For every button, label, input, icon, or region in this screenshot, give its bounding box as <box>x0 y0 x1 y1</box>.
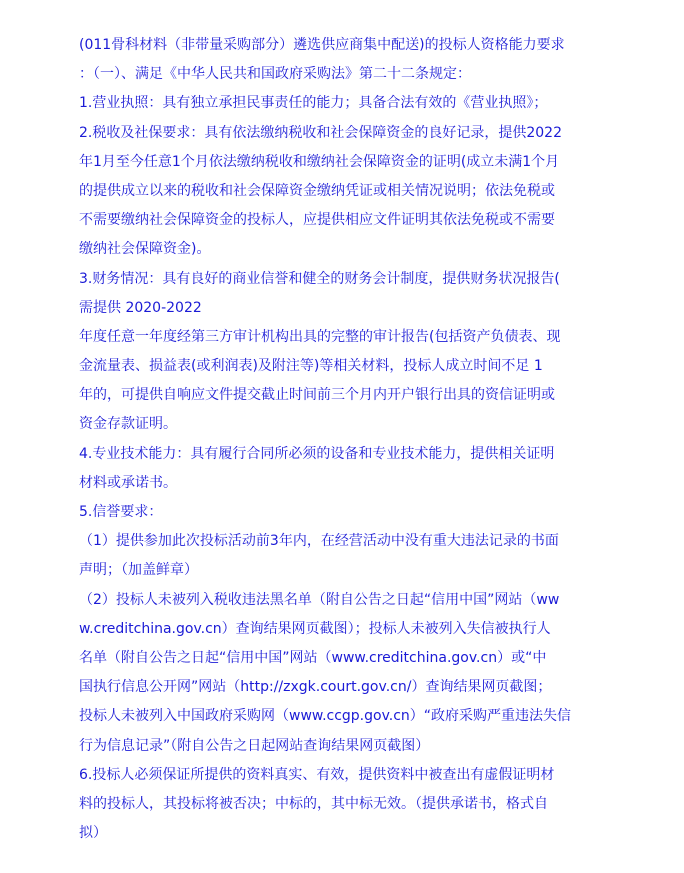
text-line-2: ：（一）、满足《中华人民共和国政府采购法》第二十二条规定： <box>79 66 471 83</box>
text-line-10: 需提供 2020-2022 <box>79 299 202 316</box>
text-line-15: 4.专业技术能力：具有履行合同所必须的设备和专业技术能力，提供相关证明 <box>79 445 555 462</box>
text-line-16: 材料或承诺书。 <box>79 474 177 491</box>
text-line-3: 1.营业执照：具有独立承担民事责任的能力；具备合法有效的《营业执照》； <box>79 95 548 112</box>
text-line-4: 2.税收及社保要求：具有依法缴纳税收和社会保障资金的良好记录，提供2022 <box>79 124 562 141</box>
text-line-1: (011骨科材料（非带量采购部分）遴选供应商集中配送)的投标人资格能力要求 <box>79 37 565 53</box>
text-line-8: 缴纳社会保障资金)。 <box>79 241 211 258</box>
text-line-7: 不需要缴纳社会保障资金的投标人，应提供相应文件证明其依法免税或不需要 <box>79 212 555 229</box>
text-line-23: 国执行信息公开网”网站（http://zxgk.court.gov.cn/）查询结果网页截图； <box>79 679 552 696</box>
text-line-5: 年1月至今任意1个月依法缴纳税收和缴纳社会保障资金的证明(成立未满1个月 <box>79 153 560 170</box>
text-line-24: 投标人未被列入中国政府采购网（www.ccgp.gov.cn）“政府采购严重违法失信 <box>79 708 572 725</box>
text-line-6: 的提供成立以来的税收和社会保障资金缴纳凭证或相关情况说明；依法免税或 <box>79 182 555 199</box>
text-line-19: 声明；（加盖鲜章） <box>79 562 198 579</box>
text-line-9: 3.财务情况：具有良好的商业信誉和健全的财务会计制度，提供财务状况报告( <box>79 270 560 287</box>
text-line-11: 年度任意一年度经第三方审计机构出具的完整的审计报告(包括资产负债表、现 <box>79 328 561 345</box>
text-line-28: 拟） <box>79 825 107 842</box>
text-line-17: 5.信誉要求： <box>79 504 163 520</box>
text-line-14: 资金存款证明。 <box>79 416 177 433</box>
text-line-22: 名单（附自公告之日起“信用中国”网站（www.creditchina.gov.cn）或“中 <box>79 649 547 666</box>
text-line-18: （1）提供参加此次投标活动前3年内，在经营活动中没有重大违法记录的书面 <box>79 533 559 550</box>
text-line-26: 6.投标人必须保证所提供的资料真实、有效，提供资料中被查出有虚假证明材 <box>79 766 555 783</box>
text-line-12: 金流量表、损益表(或利润表)及附注等)等相关材料，投标人成立时间不足 1 <box>79 358 543 375</box>
text-line-25: 行为信息记录”（附自公告之日起网站查询结果网页截图） <box>79 737 430 754</box>
text-line-21: w.creditchina.gov.cn）查询结果网页截图）；投标人未被列入失信被执行人 <box>79 620 551 637</box>
text-line-20: （2）投标人未被列入税收违法黑名单（附自公告之日起“信用中国”网站（ww <box>79 591 560 608</box>
text-line-27: 料的投标人，其投标将被否决；中标的，其中标无效。（提供承诺书，格式自 <box>79 795 548 812</box>
text-line-13: 年的，可提供自响应文件提交截止时间前三个月内开户银行出具的资信证明或 <box>79 387 555 404</box>
